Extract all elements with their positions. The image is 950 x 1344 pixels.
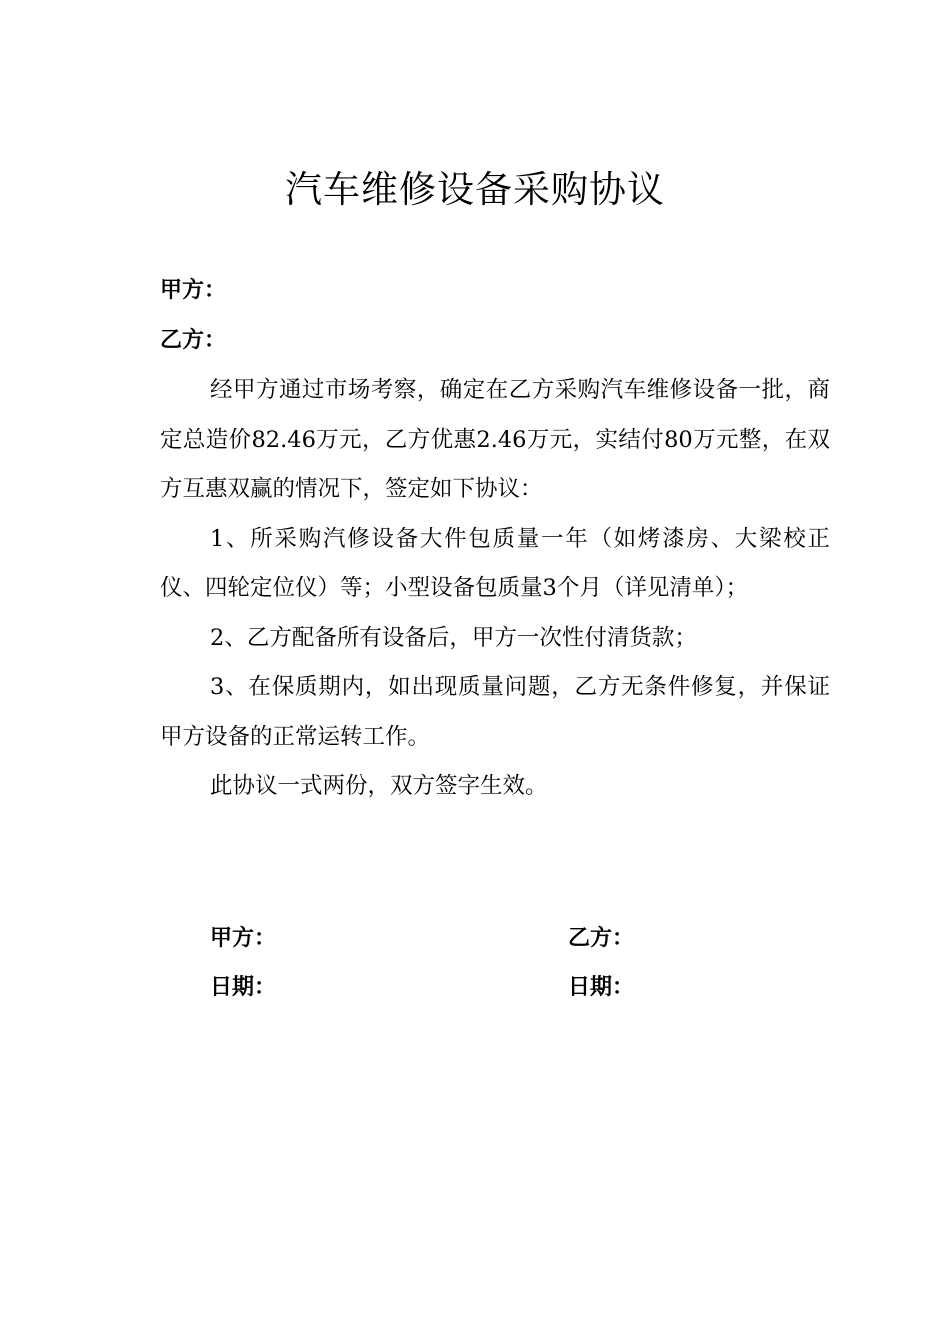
paragraph-intro: 经甲方通过市场考察，确定在乙方采购汽车维修设备一批，商定总造价82.46万元，乙方优惠2.46万元，实结付80万元整，在双方互惠双赢的情况下，签定如下协议： [160, 377, 830, 502]
paragraph-clause-1: 1、所采购汽修设备大件包质量一年（如烤漆房、大梁校正仪、四轮定位仪）等；小型设备包质量3个月（详见清单）； [160, 525, 830, 601]
document-title: 汽车维修设备采购协议 [285, 168, 665, 211]
paragraph-clause-3: 3、在保质期内，如出现质量问题，乙方无条件修复，并保证甲方设备的正常运转工作。 [160, 674, 830, 750]
party-b-label: 乙方： [160, 328, 227, 353]
signature-party-a-label: 甲方： [210, 926, 277, 951]
party-a-label: 甲方： [160, 278, 227, 303]
paragraph-clause-2: 2、乙方配备所有设备后，甲方一次性付清货款； [210, 624, 697, 651]
signature-party-b-label: 乙方： [568, 926, 635, 951]
signature-party-b-date-label: 日期： [568, 975, 635, 1000]
agreement-body [160, 366, 830, 812]
paragraph-closing: 此协议一式两份，双方签字生效。 [210, 773, 548, 799]
signature-party-a-date-label: 日期： [210, 975, 277, 1000]
